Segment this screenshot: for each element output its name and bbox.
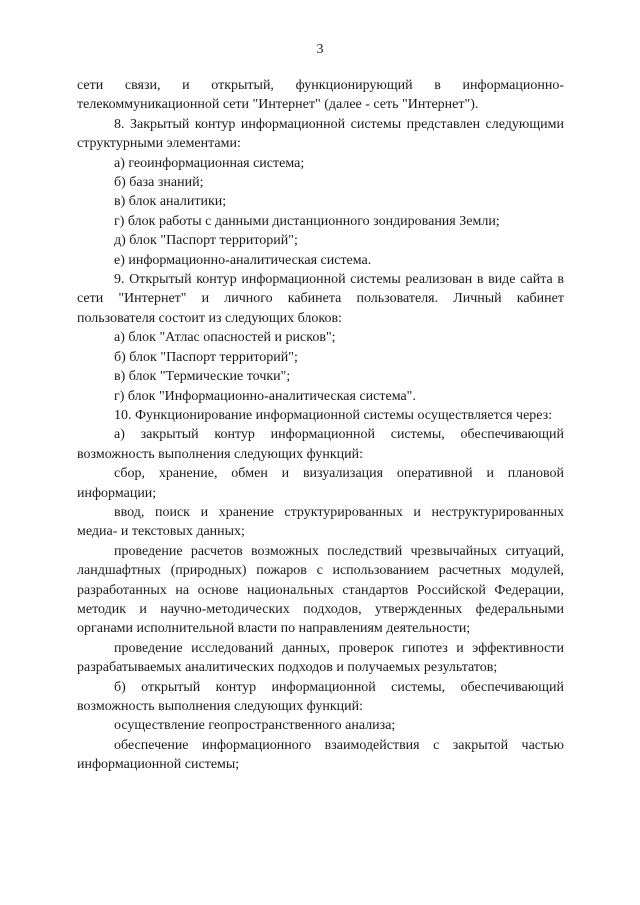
list-item: в) блок "Термические точки"; xyxy=(114,369,291,385)
list-item: г) блок работы с данными дистанционного зондирования Земли; xyxy=(114,213,500,229)
list-item: г) блок "Информационно-аналитическая система". xyxy=(114,388,416,404)
function-item: проведение исследований данных, проверок гипотез и эффективности разрабатываемых аналитических подходов и получаемых результатов; xyxy=(77,640,564,676)
paragraph-item-10: 10. Функционирование информационной системы осуществляется через: xyxy=(114,407,553,423)
list-item: б) база знаний; xyxy=(114,175,204,191)
list-item: д) блок "Паспорт территорий"; xyxy=(114,233,298,249)
page-number: 3 xyxy=(316,42,324,57)
list-item: а) геоинформационная система; xyxy=(114,155,305,171)
document-body xyxy=(77,76,564,775)
list-item: а) блок "Атлас опасностей и рисков"; xyxy=(114,330,336,346)
list-item: б) открытый контур информационной системы, обеспечивающий возможность выполнения следующих функций: xyxy=(77,679,564,714)
function-item: ввод, поиск и хранение структурированных и неструктурированных медиа- и текстовых данных; xyxy=(77,504,564,540)
list-item: е) информационно-аналитическая система. xyxy=(114,252,372,268)
paragraph-continuation: сети связи, и открытый, функционирующий в информационно-телекоммуникационной сети "Интернет" (далее - сеть "Интернет"). xyxy=(77,78,564,113)
paragraph-item-9: 9. Открытый контур информационной системы реализован в виде сайта в сети "Интернет" и личного кабинета пользователя. Личный кабинет пользователя состоит из следующих блоков: xyxy=(77,272,564,326)
list-item: а) закрытый контур информационной системы, обеспечивающий возможность выполнения следующих функций: xyxy=(77,427,564,462)
function-item: сбор, хранение, обмен и визуализация оперативной и плановой информации; xyxy=(77,466,564,501)
list-item: б) блок "Паспорт территорий"; xyxy=(114,349,298,365)
paragraph-item-8: 8. Закрытый контур информационной системы представлен следующими структурными элементами: xyxy=(77,116,564,152)
function-item: обеспечение информационного взаимодействия с закрытой частью информационной системы; xyxy=(77,737,564,773)
function-item: осуществление геопространственного анализа; xyxy=(114,718,396,734)
list-item: в) блок аналитики; xyxy=(114,194,227,210)
function-item: проведение расчетов возможных последствий чрезвычайных ситуаций, ландшафтных (природных) пожаров с использованием расчетных модулей, разработанных на основе национальных стандартов Российской Федерации, методик и научно-методических подходов, утвержденных федеральными органами исполнительной власти по направлениям деятельности; xyxy=(77,543,564,637)
